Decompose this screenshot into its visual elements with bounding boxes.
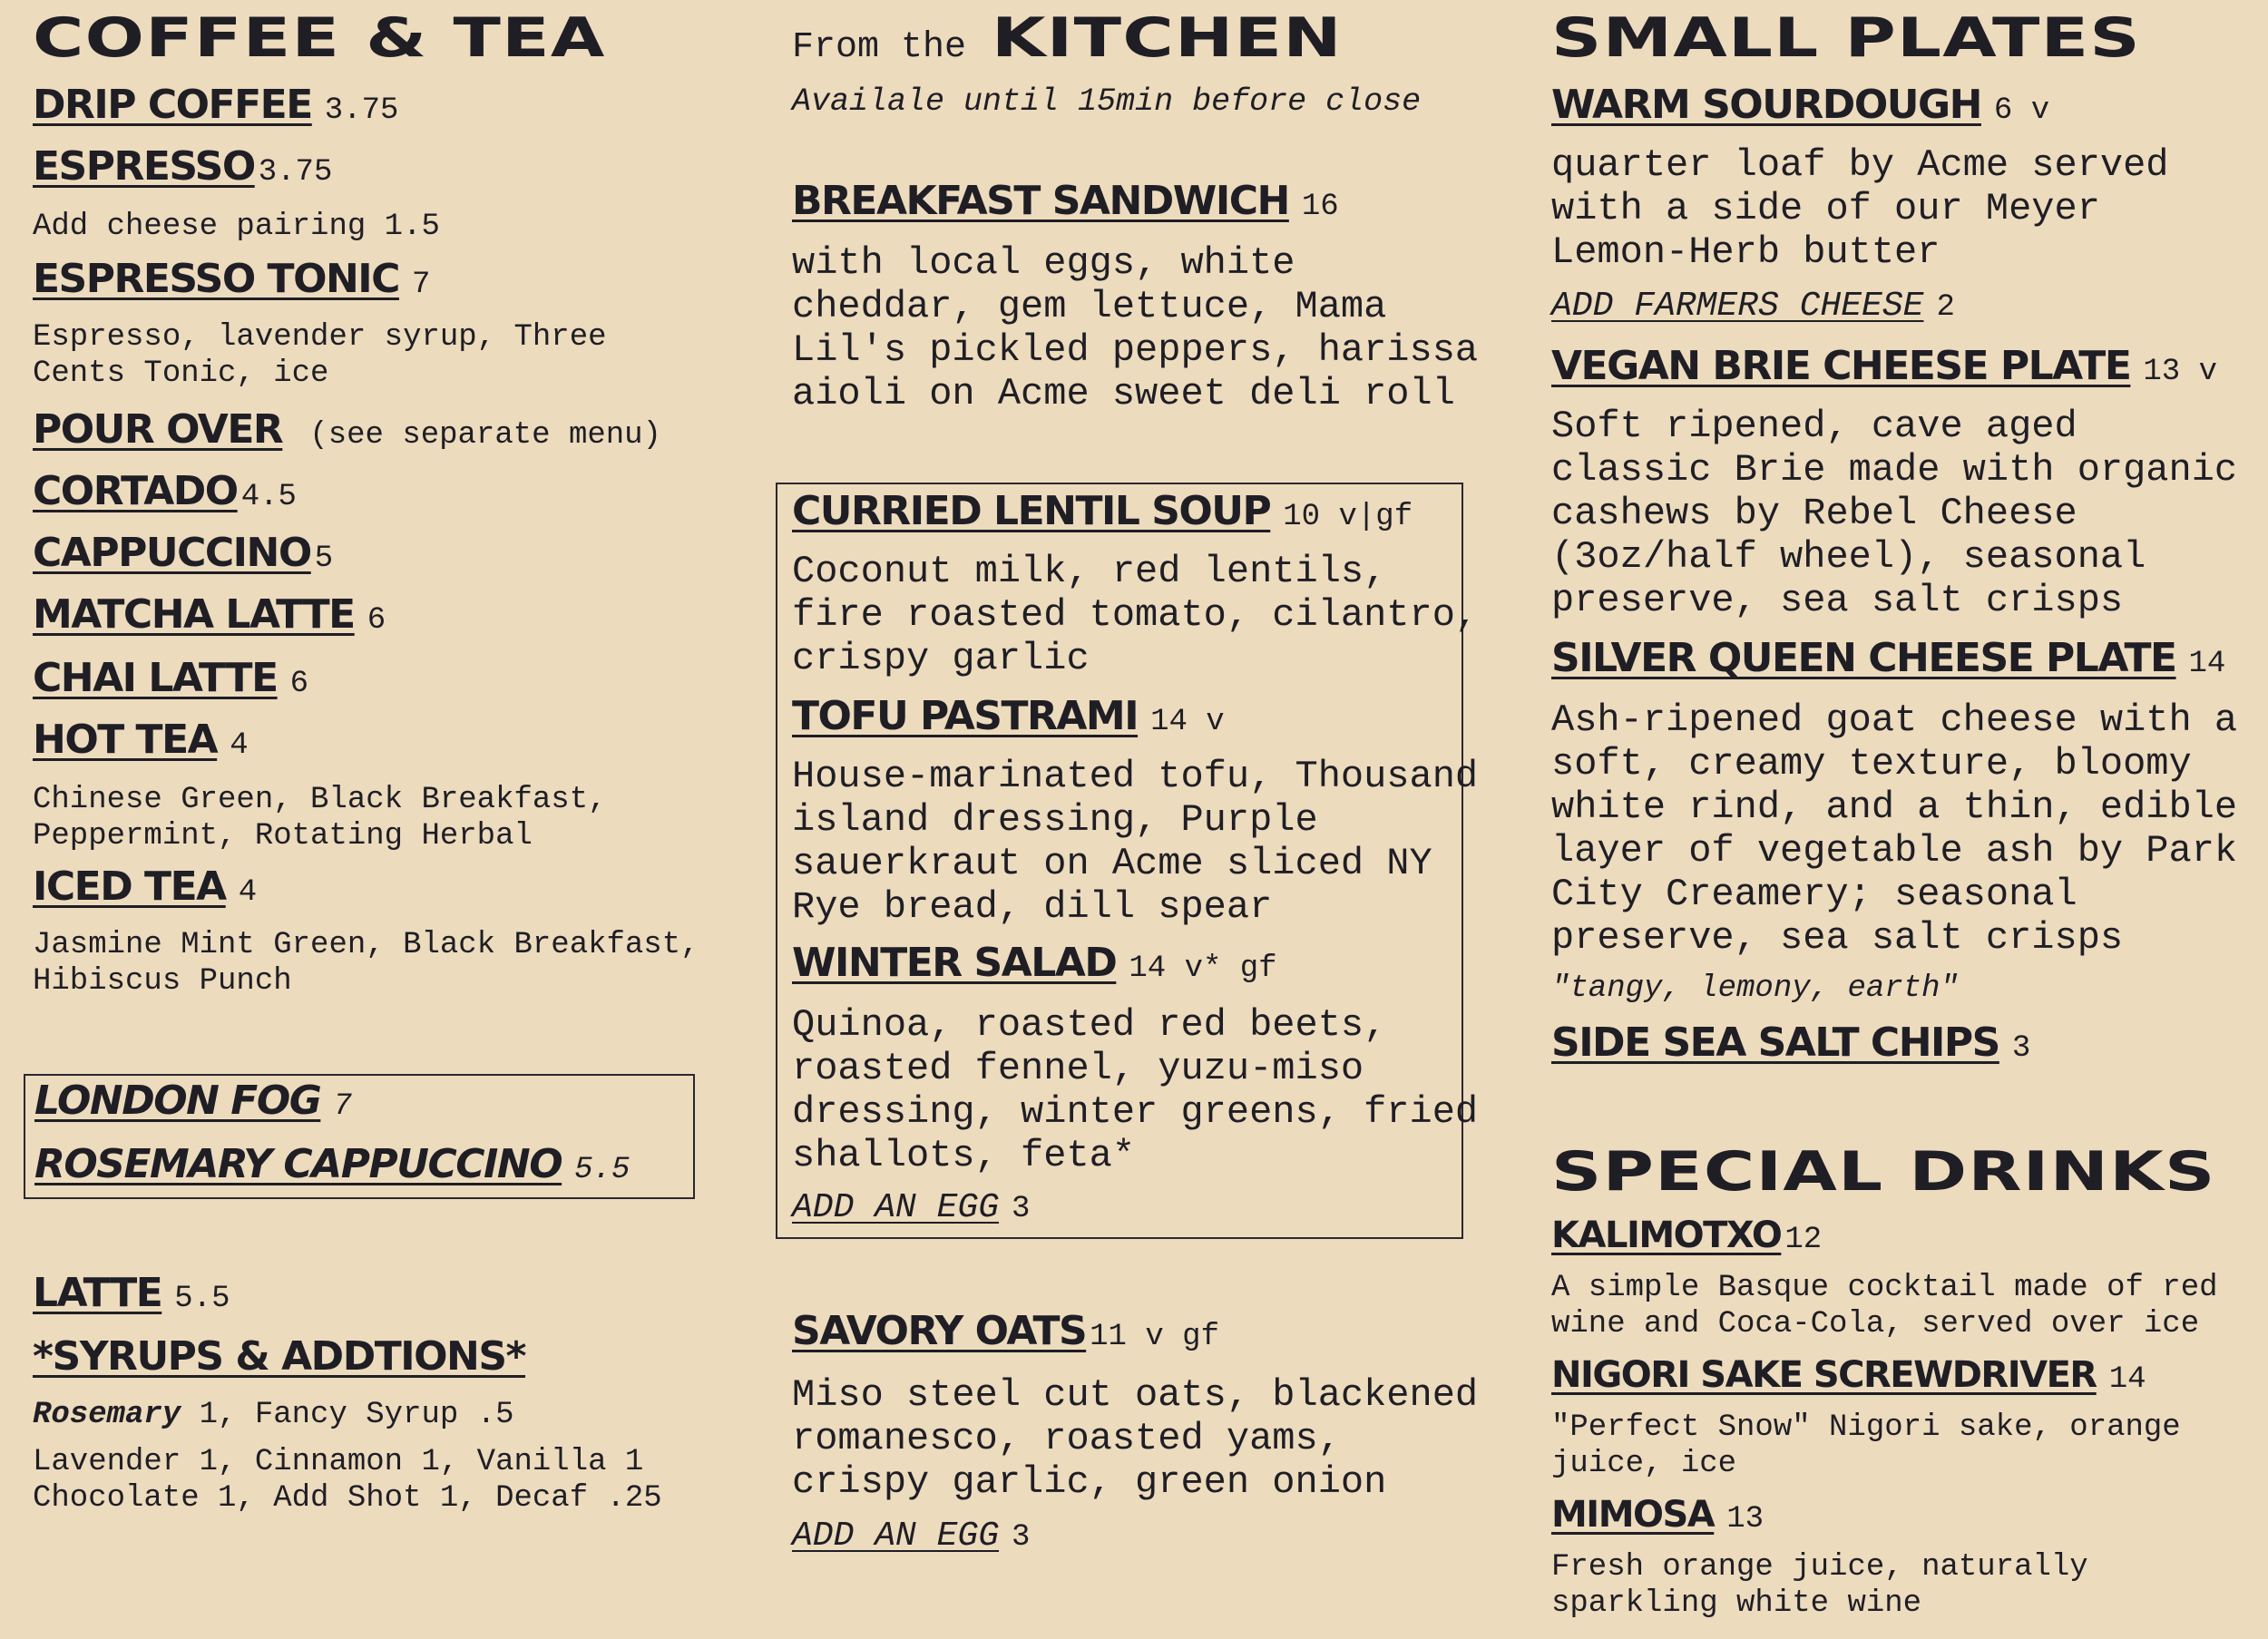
addon-label: ADD AN EGG: [792, 1188, 1000, 1227]
small-plates-heading: SMALL PLATES: [1551, 6, 2142, 70]
item-price: 10 v|gf: [1283, 500, 1413, 534]
item-description: classic Brie made with organic: [1551, 448, 2238, 492]
item-name: ICED TEA: [33, 863, 226, 910]
menu-item-curried-lentil-soup: [792, 488, 1413, 534]
menu-item-espresso: [33, 143, 333, 190]
item-description: fire roasted tomato, cilantro,: [792, 593, 1479, 637]
item-name: SILVER QUEEN CHEESE PLATE: [1551, 635, 2176, 681]
menu-item-pour-over: [33, 406, 661, 453]
item-description: wine and Coca-Cola, served over ice: [1551, 1307, 2200, 1341]
item-description: Quinoa, roasted red beets,: [792, 1003, 1387, 1047]
item-description: Miso steel cut oats, blackened: [792, 1373, 1479, 1417]
menu-item-savory-oats: [792, 1308, 1219, 1354]
item-name: SAVORY OATS: [792, 1308, 1087, 1354]
item-description: (3oz/half wheel), seasonal: [1551, 535, 2146, 579]
oats-addon-egg: [792, 1517, 1030, 1556]
item-description: Lemon-Herb butter: [1551, 230, 1941, 274]
item-name: WARM SOURDOUGH: [1551, 82, 1981, 128]
addon-price: 3: [1012, 1520, 1031, 1555]
item-price: 4: [238, 875, 258, 910]
espresso-note: Add cheese pairing 1.5: [33, 210, 440, 244]
item-description: with local eggs, white: [792, 241, 1295, 285]
item-name: NIGORI SAKE SCREWDRIVER: [1551, 1354, 2097, 1396]
menu-item-iced-tea: [33, 863, 258, 910]
menu-item-matcha-latte: [33, 591, 386, 638]
item-description: soft, creamy texture, bloomy: [1551, 742, 2192, 785]
item-price: 13: [1726, 1502, 1765, 1537]
item-description: Jasmine Mint Green, Black Breakfast,: [33, 928, 699, 962]
menu-item-cortado: [33, 468, 297, 514]
item-price: 3: [2011, 1031, 2031, 1066]
menu-item-hot-tea: [33, 717, 249, 763]
item-description: Coconut milk, red lentils,: [792, 550, 1387, 593]
item-description: Lil's pickled peppers, harissa: [792, 328, 1479, 372]
item-description: sparkling white wine: [1551, 1586, 1922, 1621]
item-description: "Perfect Snow" Nigori sake, orange: [1551, 1410, 2181, 1445]
item-price: 11 v gf: [1090, 1320, 1219, 1354]
item-price: 4.5: [240, 480, 297, 514]
item-description: with a side of our Meyer: [1551, 187, 2100, 230]
item-price: 14 v: [1150, 705, 1225, 739]
item-description: roasted fennel, yuzu-miso: [792, 1047, 1364, 1090]
item-name: CAPPUCCINO: [33, 530, 311, 576]
menu-item-sea-salt-chips: [1551, 1019, 2031, 1066]
item-name: CHAI LATTE: [33, 655, 278, 701]
menu-item-chai-latte: [33, 655, 309, 701]
item-note: (see separate menu): [309, 418, 661, 453]
item-description: Espresso, lavender syrup, Three: [33, 320, 607, 355]
item-name: KALIMOTXO: [1551, 1215, 1782, 1256]
item-name: DRIP COFFEE: [33, 82, 312, 128]
addon-price: 2: [1936, 290, 1955, 325]
item-price: 14: [2108, 1362, 2146, 1397]
menu-item-espresso-tonic: [33, 256, 431, 302]
special-drinks-heading: SPECIAL DRINKS: [1551, 1140, 2216, 1204]
item-name: LONDON FOG: [34, 1078, 321, 1124]
menu-item-london-fog: [34, 1078, 352, 1124]
item-price: 5.5: [174, 1282, 230, 1316]
item-description: shallots, feta*: [792, 1134, 1136, 1177]
menu-item-latte: [33, 1270, 230, 1316]
salad-addon-egg: [792, 1188, 1030, 1227]
item-price: 14: [2188, 647, 2226, 681]
item-price: 3.75: [258, 155, 333, 190]
syrups-line-1-rest: 1, Fancy Syrup .5: [181, 1398, 514, 1432]
item-name: MATCHA LATTE: [33, 591, 355, 638]
rosemary-syrup: Rosemary: [33, 1398, 181, 1432]
kitchen-pre: From the: [792, 27, 967, 68]
menu-item-cappuccino: [33, 530, 334, 576]
item-description: preserve, sea salt crisps: [1551, 579, 2124, 622]
menu-item-drip-coffee: [33, 82, 399, 128]
item-description: A simple Basque cocktail made of red: [1551, 1271, 2218, 1305]
item-description: aioli on Acme sweet deli roll: [792, 372, 1455, 415]
menu-item-mimosa: [1551, 1494, 1765, 1537]
item-name: CURRIED LENTIL SOUP: [792, 488, 1271, 534]
item-description: cheddar, gem lettuce, Mama: [792, 285, 1387, 328]
item-name: ESPRESSO: [33, 143, 255, 190]
item-name: TOFU PASTRAMI: [792, 693, 1139, 739]
item-price: 5: [314, 541, 334, 576]
item-name: MIMOSA: [1551, 1494, 1715, 1536]
item-description: Ash-ripened goat cheese with a: [1551, 698, 2238, 742]
coffee-tea-heading: COFFEE & TEA: [33, 6, 606, 70]
item-description: white rind, and a thin, edible: [1551, 785, 2238, 829]
menu-item-breakfast-sandwich: [792, 178, 1339, 224]
item-description: juice, ice: [1551, 1447, 1737, 1481]
menu-item-vegan-brie: [1551, 343, 2217, 389]
item-price: 4: [230, 728, 249, 763]
item-description: Chinese Green, Black Breakfast,: [33, 783, 607, 817]
menu-item-winter-salad: [792, 940, 1277, 986]
item-name: ROSEMARY CAPPUCCINO: [34, 1141, 562, 1187]
item-price: 6: [367, 603, 386, 638]
item-name: HOT TEA: [33, 717, 218, 763]
item-name: BREAKFAST SANDWICH: [792, 178, 1289, 224]
menu-item-warm-sourdough: [1551, 82, 2050, 128]
item-price: 7: [411, 268, 431, 302]
addon-label: ADD FARMERS CHEESE: [1551, 287, 1924, 326]
item-description: crispy garlic, green onion: [792, 1460, 1387, 1504]
item-name: WINTER SALAD: [792, 940, 1117, 986]
kitchen-heading: [792, 6, 1343, 70]
item-description: Cents Tonic, ice: [33, 356, 329, 391]
item-description: Hibiscus Punch: [33, 964, 292, 999]
item-description: sauerkraut on Acme sliced NY: [792, 842, 1432, 885]
silver-queen-tasting-note: "tangy, lemony, earth": [1551, 971, 1959, 1006]
syrups-line-3: Chocolate 1, Add Shot 1, Decaf .25: [33, 1481, 662, 1516]
item-name: POUR OVER: [33, 406, 283, 453]
item-price: 14 v* gf: [1129, 951, 1277, 986]
item-description: romanesco, roasted yams,: [792, 1417, 1341, 1460]
menu-item-nigori-sake: [1551, 1354, 2146, 1397]
item-description: Fresh orange juice, naturally: [1551, 1550, 2088, 1585]
item-price: 6: [289, 667, 309, 701]
syrups-line-2: Lavender 1, Cinnamon 1, Vanilla 1: [33, 1445, 644, 1479]
item-price: 3.75: [324, 93, 399, 128]
item-price: 16: [1301, 190, 1339, 224]
kitchen-subtitle: Availale until 15min before close: [792, 83, 1422, 120]
item-name: VEGAN BRIE CHEESE PLATE: [1551, 343, 2131, 389]
item-name: LATTE: [33, 1270, 162, 1316]
syrups-additions-heading: [33, 1333, 526, 1380]
item-description: layer of vegetable ash by Park: [1551, 829, 2238, 873]
item-description: Soft ripened, cave aged: [1551, 405, 2077, 448]
kitchen-title: KITCHEN: [992, 6, 1343, 70]
item-description: Peppermint, Rotating Herbal: [33, 819, 533, 854]
item-name: SIDE SEA SALT CHIPS: [1551, 1019, 1999, 1066]
menu-item-silver-queen: [1551, 635, 2226, 681]
item-price: 6 v: [1993, 93, 2050, 128]
item-description: City Creamery; seasonal: [1551, 873, 2077, 916]
addon-label: ADD AN EGG: [792, 1517, 1000, 1556]
menu-item-rosemary-cappuccino: [34, 1141, 631, 1187]
item-name: CORTADO: [33, 468, 238, 514]
menu-item-tofu-pastrami: [792, 693, 1225, 739]
item-name: *SYRUPS & ADDTIONS*: [33, 1333, 526, 1380]
syrups-line-1: [33, 1397, 514, 1433]
item-name: ESPRESSO TONIC: [33, 256, 399, 302]
menu-item-kalimotxo: [1551, 1217, 1822, 1257]
item-price: 12: [1784, 1223, 1823, 1257]
item-description: island dressing, Purple: [792, 798, 1318, 842]
item-description: quarter loaf by Acme served: [1551, 143, 2169, 187]
sourdough-addon-farmers-cheese: [1551, 287, 1955, 326]
addon-price: 3: [1012, 1192, 1031, 1226]
item-description: cashews by Rebel Cheese: [1551, 492, 2077, 535]
item-price: 7: [333, 1089, 352, 1124]
item-price: 5.5: [574, 1153, 631, 1187]
item-description: preserve, sea salt crisps: [1551, 916, 2124, 960]
item-price: 13 v: [2143, 355, 2217, 389]
item-description: crispy garlic: [792, 637, 1090, 680]
item-description: House-marinated tofu, Thousand: [792, 755, 1479, 798]
item-description: Rye bread, dill spear: [792, 885, 1273, 929]
item-description: dressing, winter greens, fried: [792, 1090, 1479, 1134]
